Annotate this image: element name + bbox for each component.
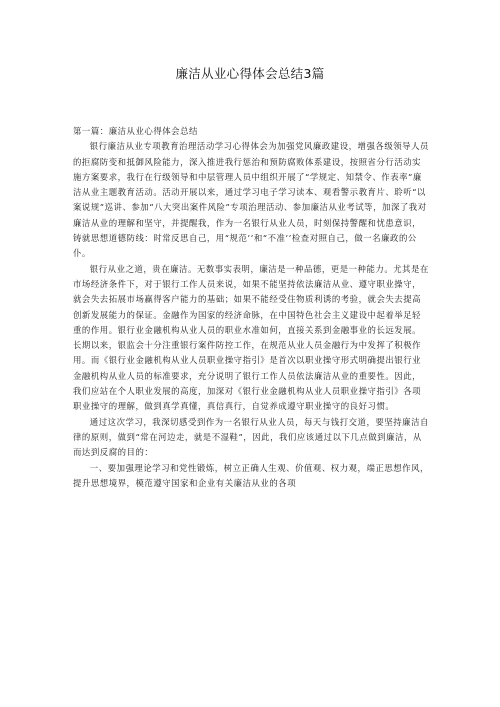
body-paragraph: 通过这次学习，我深切感受到作为一名银行从业人员，每天与钱打交道，要坚持廉洁自律的原则，做到“常在河边走，就是不湿鞋”，因此，我们应该通过以下几点做到廉洁，从而达到反腐的目的： [73, 416, 429, 458]
body-paragraph: 一、要加强理论学习和党性锻炼，树立正确人生观、价值观、权力观，端正思想作风，提升思想境界，模范遵守国家和企业有关廉洁从业的各项 [73, 462, 429, 488]
section-heading: 第一篇：廉洁从业心得体会总结 [73, 126, 198, 136]
document-body [73, 124, 429, 491]
body-paragraph: 银行从业之道，贵在廉洁。无数事实表明，廉洁是一种品德，更是一种能力。尤其是在市场经济条件下，对于银行工作人员来说，如果不能坚持依法廉洁从业、遵守职业操守，就会失去拓展市场赢得客户能力的基础；如果不能经受住物质利诱的考验，就会失去提高创新发展能力的保证。金融作为国家的经济命脉，在中国特色社会主义建设中起着举足轻重的作用。银行业金融机构从业人员的职业水准如何，直接关系到金融事业的长远发展。长期以来，银监会十分注重银行案件防控工作，在规范从业人员金融行为中发挥了积极作用。而《银行业金融机构从业人员职业操守指引》是首次以职业操守形式明确提出银行业金融机构从业人员的标准要求，充分说明了银行工作人员依法廉洁从业的重要性。因此，我们应站在个人职业发展的高度，加深对《银行业金融机构从业人员职业操守指引》各项职业操守的理解，做到真学真懂，真信真行，自觉养成遵守职业操守的良好习惯。 [73, 263, 429, 412]
body-paragraph: 银行廉洁从业专项教育治理活动学习心得体会为加强党风廉政建设，增强各级领导人员的拒腐防变和抵御风险能力，深入推进我行惩治和预防腐败体系建设，按照省分行活动实施方案要求，我行在行级领导和中层管理人员中组织开展了“学规定、知禁令、作表率”廉洁从业主题教育活动。活动开展以来，通过学习电子学习读本、观看警示教育片、聆听“以案说规”巡讲、参加“八大突出案件风险”专项治理活动、参加廉洁从业考试等，加深了我对廉洁从业的理解和坚守，并提醒我，作为一名银行从业人员，时刻保持警醒和忧患意识，铸就思想道德防线：时常反思自己，用“规范’’和“不准’’检查对照自己，做一名廉政的公仆。 [73, 141, 429, 259]
document-title: 廉洁从业心得体会总结3篇 [175, 66, 325, 81]
